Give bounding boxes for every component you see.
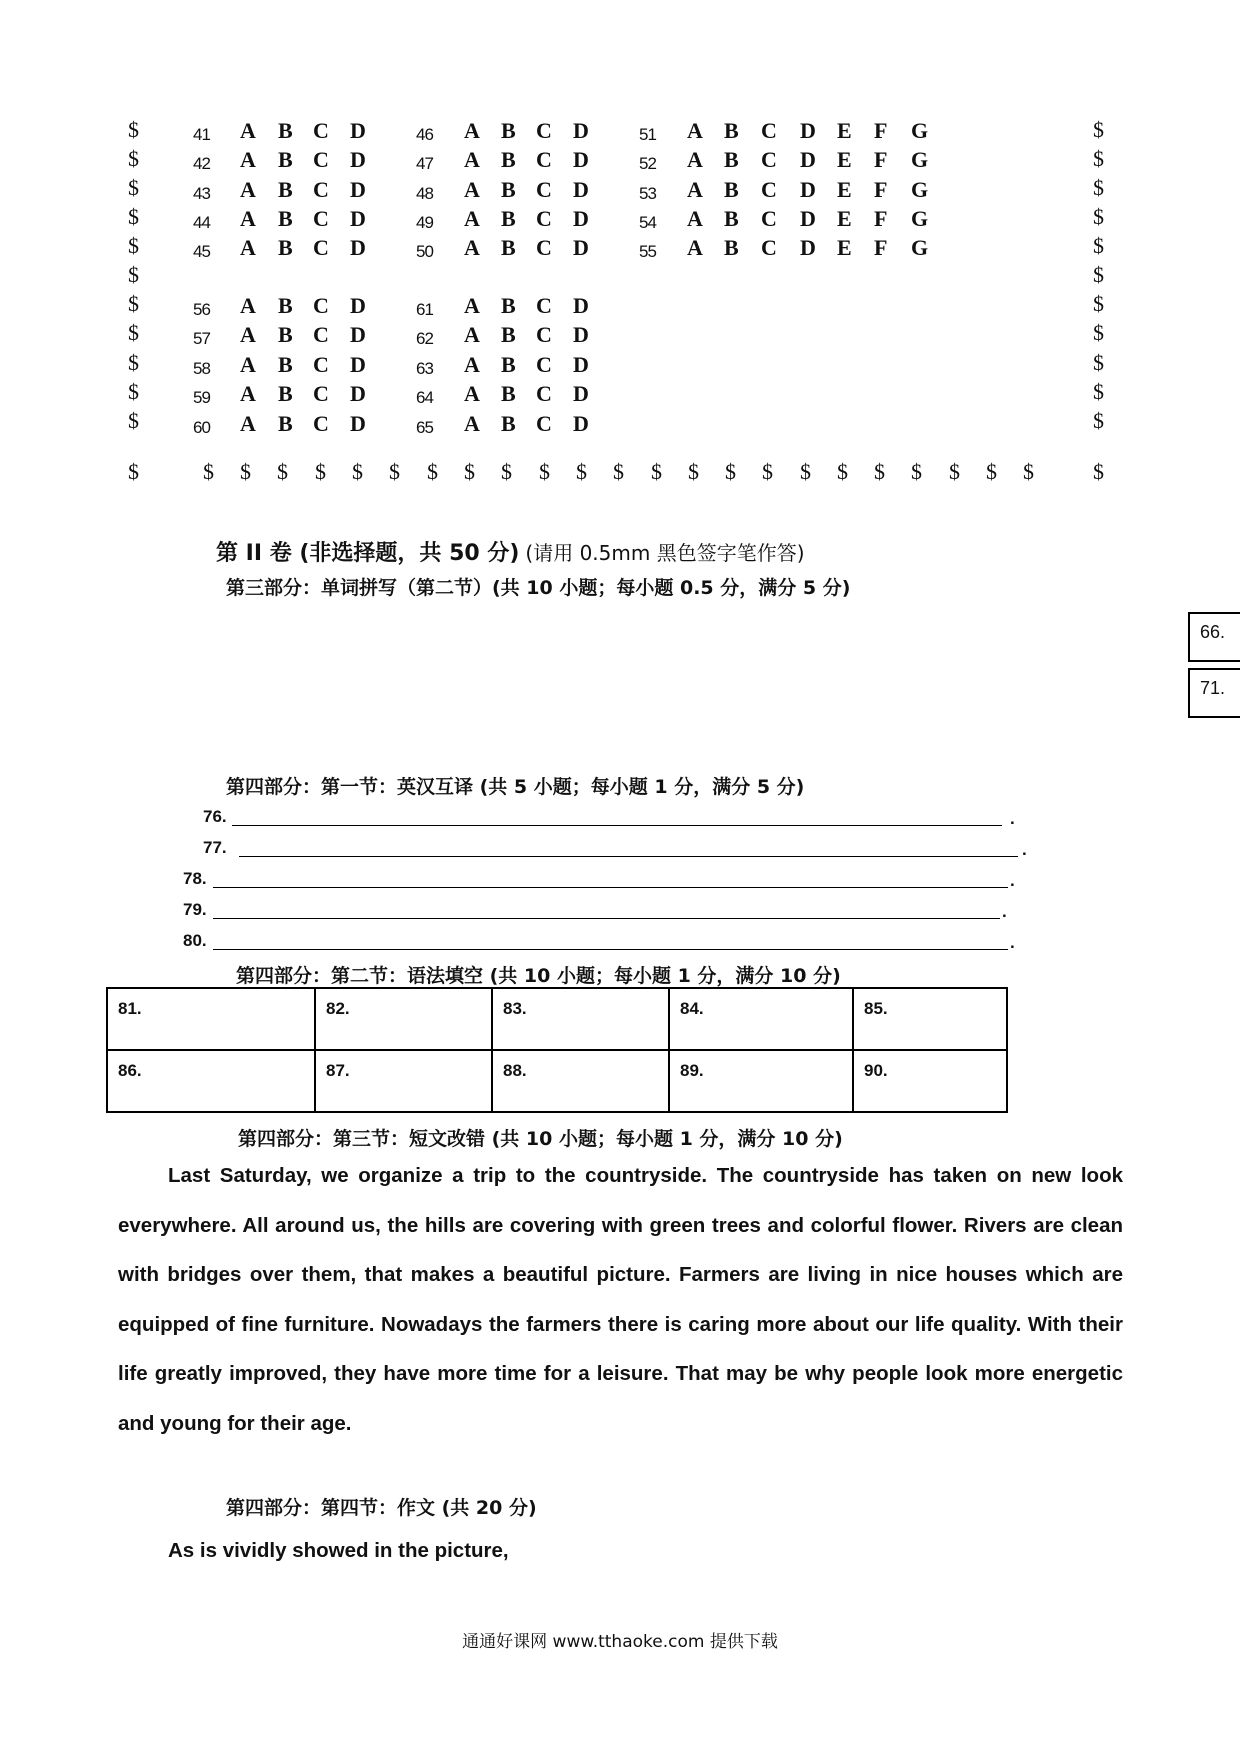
bubble-option-d: D [350,322,366,347]
bubble-option-b: B [501,118,516,143]
bubble-option-c: C [313,293,329,318]
section4-4-title: 第四部分：第四节：作文 (共 20 分) [226,1497,537,1519]
answer-cell-86[interactable]: 86. [107,1050,315,1112]
bubble-option-b: B [724,147,739,172]
bubble-option-b: B [501,381,516,406]
answer-cell-81[interactable]: 81. [107,988,315,1050]
dollar-mark: $ [128,175,139,200]
table-row [107,1050,1007,1112]
bubble-option-c: C [313,235,329,260]
bubble-option-g: G [911,235,929,260]
bubble-option-a: A [464,411,480,436]
essay-start: As is vividly showed in the picture, [168,1539,509,1562]
bubble-option-f: F [874,118,888,143]
bubble-option-c: C [536,352,552,377]
dollar-mark: $ [986,459,997,484]
section4-3-title: 第四部分：第三节：短文改错 (共 10 小题；每小题 1 分，满分 10 分) [238,1128,843,1150]
bubble-option-b: B [724,235,739,260]
question-number: 53 [639,184,656,203]
bubble-option-b: B [278,352,293,377]
question-number: 64 [416,388,433,407]
line-end-period: . [1022,840,1027,859]
dollar-mark: $ [539,459,550,484]
line-end-period: . [1002,902,1007,921]
bubble-option-c: C [761,147,777,172]
bubble-option-c: C [536,147,552,172]
dollar-mark: $ [128,320,139,345]
question-number: 46 [416,125,433,144]
dollar-mark: $ [651,459,662,484]
bubble-option-a: A [687,147,703,172]
bubble-option-c: C [313,381,329,406]
answer-line[interactable] [232,825,1002,826]
dollar-mark: $ [1093,291,1104,316]
bubble-option-b: B [501,322,516,347]
line-end-period: . [1010,871,1015,890]
bubble-option-d: D [350,118,366,143]
dollar-mark: $ [688,459,699,484]
bubble-option-d: D [800,177,816,202]
dollar-mark: $ [315,459,326,484]
bubble-option-d: D [800,118,816,143]
answer-cell-83[interactable]: 83. [492,988,669,1050]
question-number: 45 [193,242,210,261]
bubble-option-d: D [573,411,589,436]
bubble-option-c: C [536,206,552,231]
bubble-option-a: A [464,235,480,260]
bubble-option-d: D [573,352,589,377]
bubble-option-b: B [724,206,739,231]
side-label-66: 66. [1188,612,1240,662]
grammar-fill-table [106,987,1008,1113]
bubble-option-c: C [761,235,777,260]
bubble-option-a: A [240,411,256,436]
translation-item-number: 80. [183,931,207,950]
bubble-option-c: C [536,118,552,143]
bubble-option-a: A [687,206,703,231]
question-number: 63 [416,359,433,378]
question-number: 50 [416,242,433,261]
question-number: 42 [193,154,210,173]
bubble-option-b: B [501,352,516,377]
bubble-option-b: B [278,381,293,406]
bubble-option-f: F [874,147,888,172]
bubble-option-a: A [687,118,703,143]
bubble-option-d: D [350,206,366,231]
section3-title: 第三部分：单词拼写（第二节）(共 10 小题；每小题 0.5 分，满分 5 分) [226,577,851,599]
bubble-option-b: B [278,206,293,231]
bubble-option-c: C [536,177,552,202]
dollar-mark: $ [1023,459,1034,484]
question-number: 60 [193,418,210,437]
question-number: 62 [416,329,433,348]
translation-item-number: 78. [183,869,207,888]
dollar-mark: $ [613,459,624,484]
bubble-option-g: G [911,147,929,172]
dollar-mark: $ [874,459,885,484]
dollar-mark: $ [128,291,139,316]
answer-cell-84[interactable]: 84. [669,988,853,1050]
dollar-mark: $ [128,262,139,287]
bubble-option-b: B [278,235,293,260]
bubble-option-a: A [464,177,480,202]
bubble-option-a: A [240,381,256,406]
bubble-option-c: C [761,177,777,202]
bubble-option-c: C [313,411,329,436]
dollar-mark: $ [128,146,139,171]
dollar-mark: $ [464,459,475,484]
bubble-option-c: C [313,118,329,143]
question-number: 58 [193,359,210,378]
bubble-option-d: D [573,322,589,347]
bubble-option-d: D [800,235,816,260]
dollar-mark: $ [949,459,960,484]
bubble-option-c: C [761,118,777,143]
bubble-option-e: E [837,177,852,202]
correction-passage-text: Last Saturday, we organize a trip to the countryside. The countryside has taken on new look everywhere. All around us, the hills are covering with green trees and colorful flower. Rivers are clean with bridges over them, that makes a beautiful picture. Farmers are living in nice houses which are equipped of fine furniture. Nowadays the farmers there is caring more about our life quality. With their life greatly improved, they have more time for a leisure. That may be why people look more energetic and young for their age. [118,1164,1123,1435]
bubble-option-c: C [313,147,329,172]
answer-line[interactable] [239,856,1018,857]
question-number: 48 [416,184,433,203]
dollar-mark: $ [1093,459,1104,484]
bubble-option-c: C [313,322,329,347]
answer-cell-87[interactable]: 87. [315,1050,492,1112]
part2-title: 第 II 卷 (非选择题，共 50 分) (请用 0.5mm 黑色签字笔作答) [216,541,805,566]
bubble-option-c: C [536,235,552,260]
answer-cell-82[interactable]: 82. [315,988,492,1050]
bubble-option-f: F [874,235,888,260]
dollar-mark: $ [277,459,288,484]
bubble-option-e: E [837,118,852,143]
line-end-period: . [1010,933,1015,952]
dollar-mark: $ [128,233,139,258]
bubble-option-c: C [313,352,329,377]
answer-cell-88[interactable]: 88. [492,1050,669,1112]
dollar-mark: $ [1093,320,1104,345]
bubble-option-d: D [800,206,816,231]
question-number: 47 [416,154,433,173]
dollar-mark: $ [128,379,139,404]
dollar-mark: $ [911,459,922,484]
question-number: 54 [639,213,656,232]
dollar-mark: $ [1093,233,1104,258]
dollar-mark: $ [725,459,736,484]
bubble-option-g: G [911,118,929,143]
dollar-mark: $ [128,117,139,142]
bubble-option-a: A [464,118,480,143]
answer-cell-89[interactable]: 89. [669,1050,853,1112]
bubble-option-b: B [278,322,293,347]
dollar-mark: $ [1093,204,1104,229]
bubble-option-f: F [874,177,888,202]
dollar-mark: $ [1093,350,1104,375]
question-number: 41 [193,125,210,144]
translation-item-number: 77. [203,838,227,857]
dollar-mark: $ [1093,379,1104,404]
part2-title-note: (请用 0.5mm 黑色签字笔作答) [525,541,805,565]
answer-cell-85[interactable]: 85. [853,988,1007,1050]
question-number: 55 [639,242,656,261]
bubble-option-b: B [724,118,739,143]
bubble-option-d: D [350,411,366,436]
dollar-mark: $ [576,459,587,484]
bubble-option-a: A [240,147,256,172]
bubble-option-c: C [536,411,552,436]
bubble-option-d: D [800,147,816,172]
dollar-mark: $ [203,459,214,484]
bubble-option-c: C [536,322,552,347]
bubble-option-b: B [278,411,293,436]
bubble-option-b: B [724,177,739,202]
bubble-option-d: D [350,147,366,172]
dollar-mark: $ [800,459,811,484]
dollar-mark: $ [1093,262,1104,287]
question-number: 44 [193,213,210,232]
dollar-mark: $ [427,459,438,484]
bubble-option-a: A [464,147,480,172]
bubble-option-f: F [874,206,888,231]
bubble-option-a: A [464,352,480,377]
bubble-option-a: A [240,177,256,202]
dollar-mark: $ [240,459,251,484]
bubble-option-b: B [501,411,516,436]
bubble-option-a: A [464,293,480,318]
bubble-option-a: A [240,293,256,318]
dollar-mark: $ [1093,117,1104,142]
dollar-mark: $ [501,459,512,484]
bubble-option-c: C [313,206,329,231]
question-number: 51 [639,125,656,144]
bubble-option-d: D [573,147,589,172]
bubble-option-d: D [350,352,366,377]
bubble-option-e: E [837,147,852,172]
bubble-option-e: E [837,206,852,231]
bubble-option-a: A [240,352,256,377]
dollar-mark: $ [1093,408,1104,433]
question-number: 43 [193,184,210,203]
bubble-option-b: B [278,147,293,172]
translation-item-number: 79. [183,900,207,919]
dollar-mark: $ [128,408,139,433]
question-number: 49 [416,213,433,232]
bubble-option-b: B [278,293,293,318]
bubble-option-c: C [761,206,777,231]
bubble-option-a: A [240,118,256,143]
bubble-option-c: C [536,381,552,406]
bubble-option-d: D [573,177,589,202]
bubble-option-b: B [501,293,516,318]
table-row [107,988,1007,1050]
bubble-option-a: A [240,235,256,260]
bubble-option-d: D [350,235,366,260]
bubble-option-d: D [573,206,589,231]
answer-cell-90[interactable]: 90. [853,1050,1007,1112]
dollar-mark: $ [1093,146,1104,171]
dollar-mark: $ [837,459,848,484]
answer-line[interactable] [213,949,1008,950]
bubble-option-b: B [501,206,516,231]
bubble-option-a: A [240,322,256,347]
translation-item-number: 76. [203,807,227,826]
bubble-option-a: A [687,235,703,260]
bubble-option-d: D [573,118,589,143]
dollar-mark: $ [128,350,139,375]
bubble-option-a: A [464,206,480,231]
bubble-option-a: A [464,381,480,406]
question-number: 59 [193,388,210,407]
bubble-option-d: D [350,293,366,318]
bubble-option-g: G [911,177,929,202]
bubble-option-a: A [464,322,480,347]
bubble-option-e: E [837,235,852,260]
bubble-option-a: A [687,177,703,202]
bubble-option-d: D [350,177,366,202]
bubble-option-d: D [350,381,366,406]
correction-passage [118,1151,1123,1448]
answer-line[interactable] [213,887,1008,888]
bubble-option-b: B [501,177,516,202]
question-number: 57 [193,329,210,348]
question-number: 52 [639,154,656,173]
section4-1-title: 第四部分：第一节：英汉互译 (共 5 小题；每小题 1 分，满分 5 分) [226,776,805,798]
dollar-mark: $ [352,459,363,484]
answer-line[interactable] [213,918,1000,919]
bubble-option-a: A [240,206,256,231]
dollar-mark: $ [128,459,139,484]
dollar-mark: $ [389,459,400,484]
question-number: 56 [193,300,210,319]
dollar-mark: $ [762,459,773,484]
footer: 通通好课网 www.tthaoke.com 提供下载 [462,1632,778,1652]
side-label-71: 71. [1188,668,1240,718]
bubble-option-c: C [313,177,329,202]
question-number: 65 [416,418,433,437]
section4-2-title: 第四部分：第二节：语法填空 (共 10 小题；每小题 1 分，满分 10 分) [236,965,841,987]
question-number: 61 [416,300,433,319]
bubble-option-b: B [278,118,293,143]
bubble-option-d: D [573,293,589,318]
bubble-option-d: D [573,235,589,260]
dollar-mark: $ [128,204,139,229]
bubble-option-d: D [573,381,589,406]
bubble-option-b: B [501,147,516,172]
bubble-option-c: C [536,293,552,318]
bubble-option-b: B [501,235,516,260]
bubble-option-g: G [911,206,929,231]
bubble-option-b: B [278,177,293,202]
line-end-period: . [1010,809,1015,828]
dollar-mark: $ [1093,175,1104,200]
